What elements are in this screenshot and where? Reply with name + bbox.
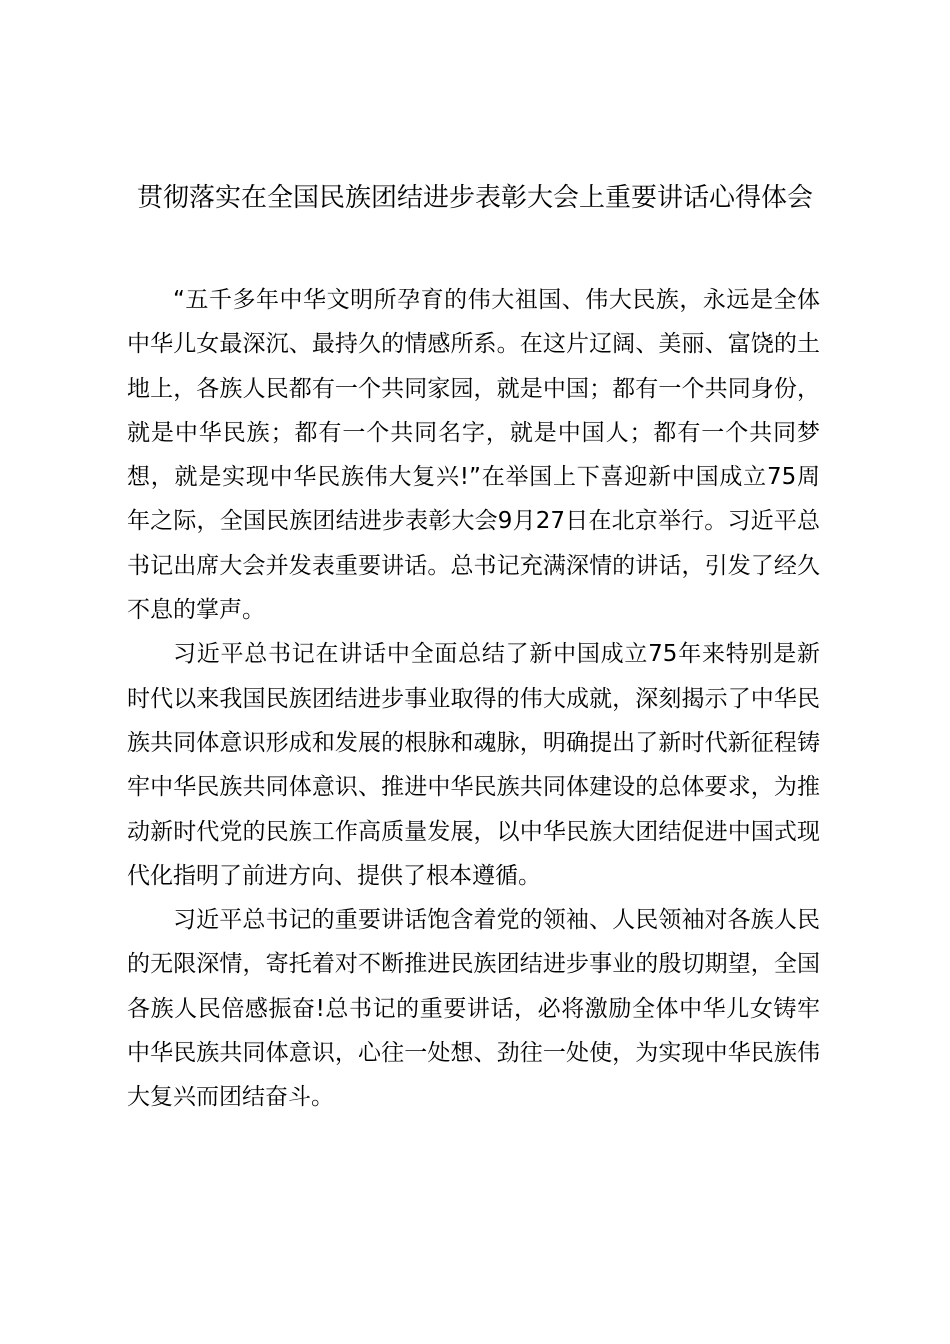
paragraph-2: 习近平总书记在讲话中全面总结了新中国成立75年来特别是新时代以来我国民族团结进步事业取得的伟大成就，深刻揭示了中华民族共同体意识形成和发展的根脉和魂脉，明确提出了新时代新征程铸牢中华民族共同体意识、推进中华民族共同体建设的总体要求，为推动新时代党的民族工作高质量发展，以中华民族大团结促进中国式现代化指明了前进方向、提供了根本遵循。 (127, 641, 820, 889)
document-title: 贯彻落实在全国民族团结进步表彰大会上重要讲话心得体会 (136, 183, 813, 213)
paragraph-1: “五千多年中华文明所孕育的伟大祖国、伟大民族，永远是全体中华儿女最深沉、最持久的情感所系。在这片辽阔、美丽、富饶的土地上，各族人民都有一个共同家园，就是中国；都有一个共同身份，就是中华民族；都有一个共同名字，就是中国人；都有一个共同梦想，就是实现中华民族伟大复兴!”在举国上下喜迎新中国成立75周年之际，全国民族团结进步表彰大会9月27日在北京举行。习近平总书记出席大会并发表重要讲话。总书记充满深情的讲话，引发了经久不息的掌声。 (127, 287, 820, 624)
paragraph-3: 习近平总书记的重要讲话饱含着党的领袖、人民领袖对各族人民的无限深情，寄托着对不断推进民族团结进步事业的殷切期望，全国各族人民倍感振奋!总书记的重要讲话，必将激励全体中华儿女铸牢中华民族共同体意识，心往一处想、劲往一处使，为实现中华民族伟大复兴而团结奋斗。 (127, 907, 820, 1111)
document-body (127, 278, 820, 1120)
